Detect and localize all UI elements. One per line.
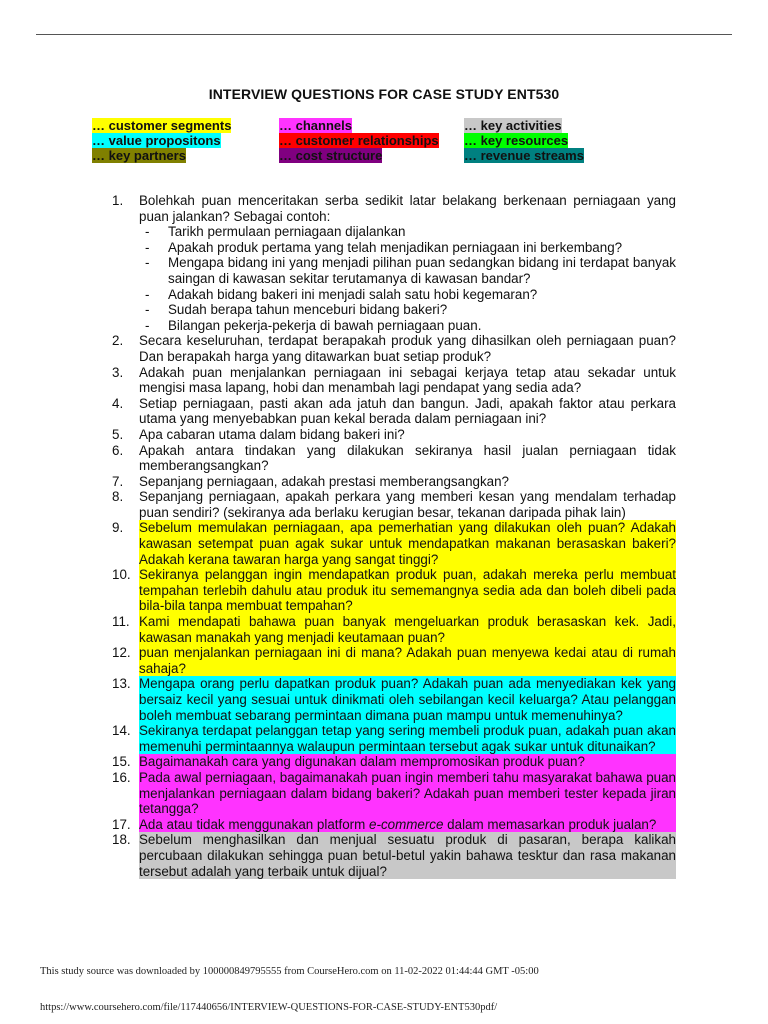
question-text: puan menjalankan perniagaan ini di mana? Adakah puan menyewa kedai atau di rumah sahaja? [139, 645, 676, 676]
question-text: Apakah antara tindakan yang dilakukan sekiranya hasil jualan perniagaan tidak memberangsangkan? [139, 442, 676, 474]
question-number: 8. [112, 489, 124, 505]
question-item [112, 832, 676, 879]
question-text: Ada atau tidak menggunakan platform e-commerce dalam memasarkan produk jualan? [139, 817, 676, 833]
question-item [112, 567, 676, 614]
sub-item: - Adakah bidang bakeri ini menjadi salah satu hobi kegemaran? [145, 286, 538, 302]
legend-key-partners: … key partners [92, 148, 186, 163]
question-text: Sebelum memulakan perniagaan, apa pemerhatian yang dilakukan oleh puan? Adakah kawasan setempat puan agak sukar untuk mendapatkan makanan berasaskan bakeri? Adakah kerana tawaran harga yang sangat tinggi? [139, 520, 676, 567]
question-item [112, 614, 676, 645]
question-item [112, 193, 676, 333]
sub-item: - Bilangan pekerja-pekerja di bawah perniagaan puan. [145, 317, 482, 333]
legend-customer-relationships: … customer relationships [279, 133, 439, 148]
question-number: 9. [112, 520, 124, 536]
question-number: 7. [112, 473, 124, 489]
question-number: 1. [112, 193, 124, 208]
sub-item: - Sudah berapa tahun menceburi bidang bakeri? [145, 302, 448, 318]
question-item [112, 770, 676, 817]
question-text: Secara keseluruhan, terdapat berapakah produk yang dihasilkan oleh perniagaan puan? Dan berapakah harga yang ditawarkan buat setiap produk? [139, 333, 676, 364]
question-item [112, 396, 676, 427]
top-rule [36, 34, 732, 35]
question-item [112, 474, 676, 490]
question-text: Setiap perniagaan, pasti akan ada jatuh dan bangun. Jadi, apakah faktor atau perkara utama yang menyebabkan puan kekal berada dalam perniagaan ini? [139, 395, 676, 427]
question-text: Bagaimanakah cara yang digunakan dalam mempromosikan produk puan? [139, 754, 676, 770]
question-number: 15. [112, 754, 131, 770]
question-text: Mengapa orang perlu dapatkan produk puan? Adakah puan ada menyediakan kek yang bersaiz kecil yang sesuai untuk dinikmati oleh sebilangan kecil keluarga? Atau pelanggan boleh membuat sebarang permintaan dimana puan mampu untuk memenuhinya? [139, 676, 676, 723]
legend-value-propositions: … value propositons [92, 133, 221, 148]
question-item [112, 443, 676, 474]
question-number: 16. [112, 769, 131, 785]
sub-item: - Apakah produk pertama yang telah menjadikan perniagaan ini berkembang? [145, 239, 623, 255]
question-item [112, 427, 676, 443]
question-number: 3. [112, 364, 124, 380]
legend-key-resources: … key resources [464, 133, 569, 148]
question-number: 14. [112, 723, 131, 739]
question-number: 5. [112, 426, 124, 442]
question-list [112, 193, 676, 879]
question-number: 11. [112, 614, 130, 630]
question-text: Sepanjang perniagaan, adakah prestasi memberangsangkan? [139, 473, 509, 489]
sub-list [139, 224, 676, 333]
question-item [112, 520, 676, 567]
source-url[interactable]: https://www.coursehero.com/file/117440656/INTERVIEW-QUESTIONS-FOR-CASE-STUDY-ENT530pdf/ [40, 1002, 498, 1013]
download-source-line: This study source was downloaded by 100000849795555 from CourseHero.com on 11-02-2022 01:44:44 GMT -05:00 [40, 966, 539, 977]
legend-channels: … channels [279, 118, 352, 133]
question-number: 10. [112, 567, 131, 583]
question-item [112, 489, 676, 520]
question-number: 2. [112, 333, 124, 349]
question-text: Sekiranya pelanggan ingin mendapatkan produk puan, adakah mereka perlu membuat tempahan terlebih dahulu atau produk itu sememangnya sedia ada dan boleh dibeli pada bila-bila tanpa membuat tempahan? [139, 567, 676, 614]
question-text: Sebelum menghasilkan dan menjual sesuatu produk di pasaran, berapa kalikah percubaan dilakukan sehingga puan betul-betul yakin bahawa tesktur dan rasa makanan tersebut adalah yang terbaik untuk dijual? [139, 832, 676, 879]
question-item [112, 817, 676, 833]
sub-item: - Tarikh permulaan perniagaan dijalankan [145, 224, 406, 240]
question-number: 12. [112, 645, 131, 661]
legend-cost-structure: … cost structure [279, 148, 383, 163]
question-text: Sepanjang perniagaan, apakah perkara yang memberi kesan yang mendalam terhadap puan sendiri? (sekiranya ada berlaku kerugian besar, tekanan daripada pihak lain) [139, 489, 676, 520]
legend-revenue-streams: … revenue streams [464, 148, 584, 163]
question-text: Pada awal perniagaan, bagaimanakah puan ingin memberi tahu masyarakat bahawa puan menjalankan perniagaan dalam bidang bakeri? Adakah puan memberi tester kepada jiran tetangga? [139, 769, 676, 817]
question-text: Adakah puan menjalankan perniagaan ini sebagai kerjaya tetap atau sekadar untuk mengisi masa lapang, hobi dan menambah lagi pendapat yang sedia ada? [139, 364, 676, 396]
question-item [112, 723, 676, 754]
legend-customer-segments: … customer segments [92, 118, 232, 133]
question-text: Sekiranya terdapat pelanggan tetap yang sering membeli produk puan, adakah puan akan memenuhi permintaannya walaupun permintaan tersebut agak sukar untuk ditunaikan? [139, 723, 676, 754]
page-title: INTERVIEW QUESTIONS FOR CASE STUDY ENT530 [208, 86, 560, 102]
question-number: 13. [112, 676, 131, 692]
question-text: Bolehkah puan menceritakan serba sedikit latar belakang berkenaan perniagaan yang puan jalankan? Sebagai contoh: [139, 193, 676, 224]
legend-key-activities: … key activities [464, 118, 562, 133]
question-number: 18. [112, 832, 131, 848]
question-text: Apa cabaran utama dalam bidang bakeri ini? [139, 426, 405, 442]
question-item [112, 754, 676, 770]
question-item [112, 676, 676, 723]
question-number: 17. [112, 816, 131, 832]
sub-item: - Mengapa bidang ini yang menjadi pilihan puan sedangkan bidang ini terdapat banyak saingan di kawasan sekitar terutamanya di kawasan bandar? [145, 255, 676, 286]
question-number: 4. [112, 395, 124, 411]
question-item [112, 645, 676, 676]
question-number: 6. [112, 442, 124, 458]
question-item [112, 365, 676, 396]
question-item [112, 333, 676, 364]
question-text: Kami mendapati bahawa puan banyak mengeluarkan produk berasaskan kek. Jadi, kawasan manakah yang menjadi keutamaan puan? [139, 614, 676, 645]
